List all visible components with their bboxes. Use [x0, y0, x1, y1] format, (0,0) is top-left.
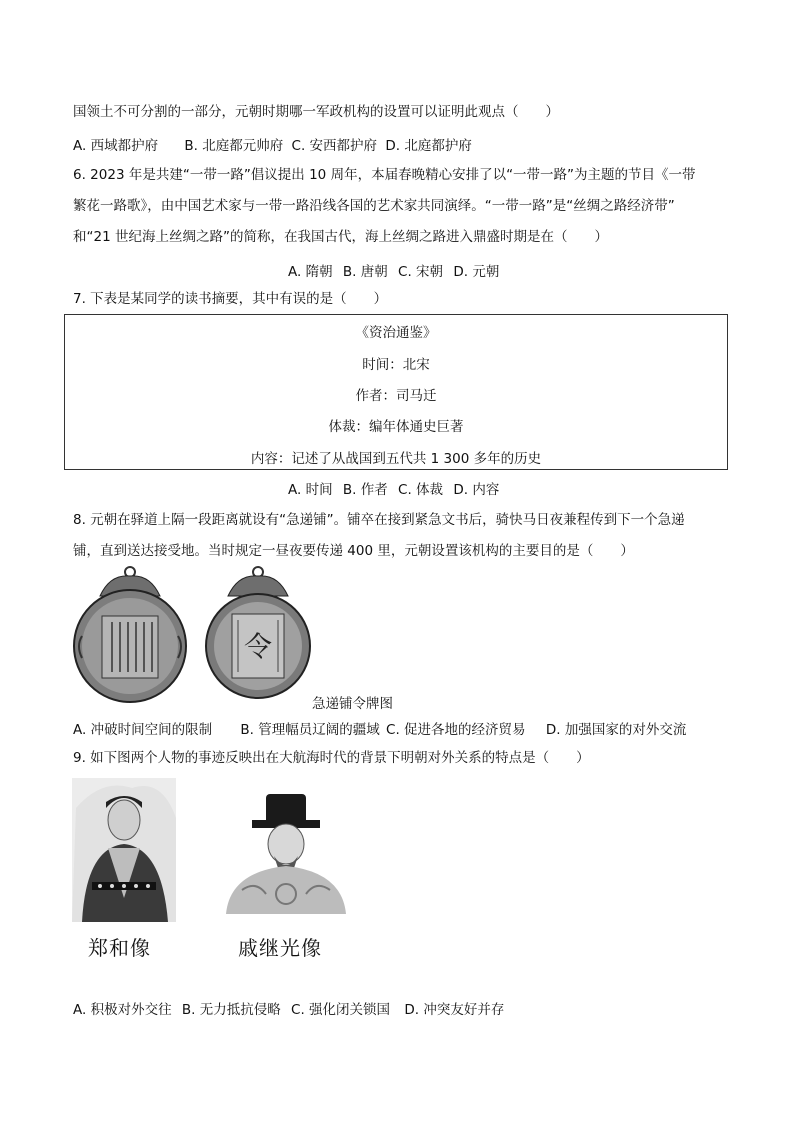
q8-option-c[interactable]: C. 促进各地的经济贸易 — [386, 722, 526, 738]
q5-stem-tail: 国领土不可分割的一部分，元朝时期哪一军政机构的设置可以证明此观点（ ） — [73, 104, 559, 120]
q6-stem-line1: 6. 2023 年是共建“一带一路”倡议提出 10 周年，本届春晚精心安排了以“一带一路”为主题的节目《一带 — [73, 167, 696, 183]
q5-option-b[interactable]: B. 北庭都元帅府 — [184, 138, 284, 154]
zheng-he-label: 郑和像 — [88, 936, 151, 960]
q7-option-c[interactable]: C. 体裁 — [398, 482, 444, 498]
q7-options — [288, 478, 505, 498]
q9-option-a[interactable]: A. 积极对外交往 — [73, 1002, 172, 1018]
q6-option-a[interactable]: A. 隋朝 — [288, 264, 333, 280]
qi-jiguang-portrait — [222, 790, 350, 914]
q7-option-b[interactable]: B. 作者 — [342, 482, 388, 498]
q8-options — [73, 718, 692, 738]
book-summary-table — [64, 314, 728, 470]
q6-stem-line2: 繁花一路歌》，由中国艺术家与一带一路沿线各国的艺术家共同演绎。“一带一路”是“丝绸之路经济带” — [73, 198, 675, 214]
q9-option-d[interactable]: D. 冲突友好并存 — [404, 1002, 505, 1018]
q6-option-d[interactable]: D. 元朝 — [453, 264, 500, 280]
q8-stem-line2: 铺，直到送达接受地。当时规定一昼夜要传递 400 里，元朝设置该机构的主要目的是（ ） — [73, 543, 634, 559]
q9-option-c[interactable]: C. 强化闭关锁国 — [291, 1002, 391, 1018]
zheng-he-portrait — [72, 778, 176, 922]
book-author: 作者：司马迁 — [355, 388, 437, 404]
q9-option-b[interactable]: B. 无力抵抗侵略 — [181, 1002, 281, 1018]
book-content: 内容：记述了从战国到五代共 1 300 多年的历史 — [250, 451, 542, 467]
token-image-caption: 急递铺令牌图 — [312, 696, 393, 712]
book-genre: 体裁：编年体通史巨著 — [328, 419, 464, 435]
q7-stem: 7. 下表是某同学的读书摘要，其中有误的是（ ） — [73, 291, 388, 307]
q8-option-b[interactable]: B. 管理幅员辽阔的疆域 — [240, 722, 380, 738]
qi-jiguang-label: 戚继光像 — [238, 936, 322, 960]
q6-option-b[interactable]: B. 唐朝 — [342, 264, 388, 280]
courier-token-front-image — [70, 566, 190, 706]
courier-token-back-image — [202, 566, 314, 706]
book-time: 时间：北宋 — [362, 357, 430, 373]
q6-options — [288, 260, 505, 280]
q5-options — [73, 134, 478, 154]
q8-option-d[interactable]: D. 加强国家的对外交流 — [545, 722, 687, 738]
q5-option-c[interactable]: C. 安西都护府 — [291, 138, 378, 154]
q8-stem-line1: 8. 元朝在驿道上隔一段距离就设有“急递铺”。铺卒在接到紧急文书后，骑快马日夜兼程传到下一个急递 — [73, 512, 685, 528]
q7-option-a[interactable]: A. 时间 — [288, 482, 333, 498]
q9-stem: 9. 如下图两个人物的事迹反映出在大航海时代的背景下明朝对外关系的特点是（ ） — [73, 750, 590, 766]
q6-option-c[interactable]: C. 宋朝 — [398, 264, 444, 280]
book-title: 《资治通鉴》 — [355, 325, 437, 341]
q5-option-a[interactable]: A. 西域都护府 — [73, 138, 159, 154]
q8-option-a[interactable]: A. 冲破时间空间的限制 — [73, 722, 213, 738]
token-glyph: 令 — [243, 630, 273, 663]
q6-stem-line3: 和“21 世纪海上丝绸之路”的简称，在我国古代，海上丝绸之路进入鼎盛时期是在（ ） — [73, 229, 608, 245]
q7-option-d[interactable]: D. 内容 — [453, 482, 500, 498]
q5-option-d[interactable]: D. 北庭都护府 — [385, 138, 472, 154]
q9-options — [73, 998, 510, 1018]
